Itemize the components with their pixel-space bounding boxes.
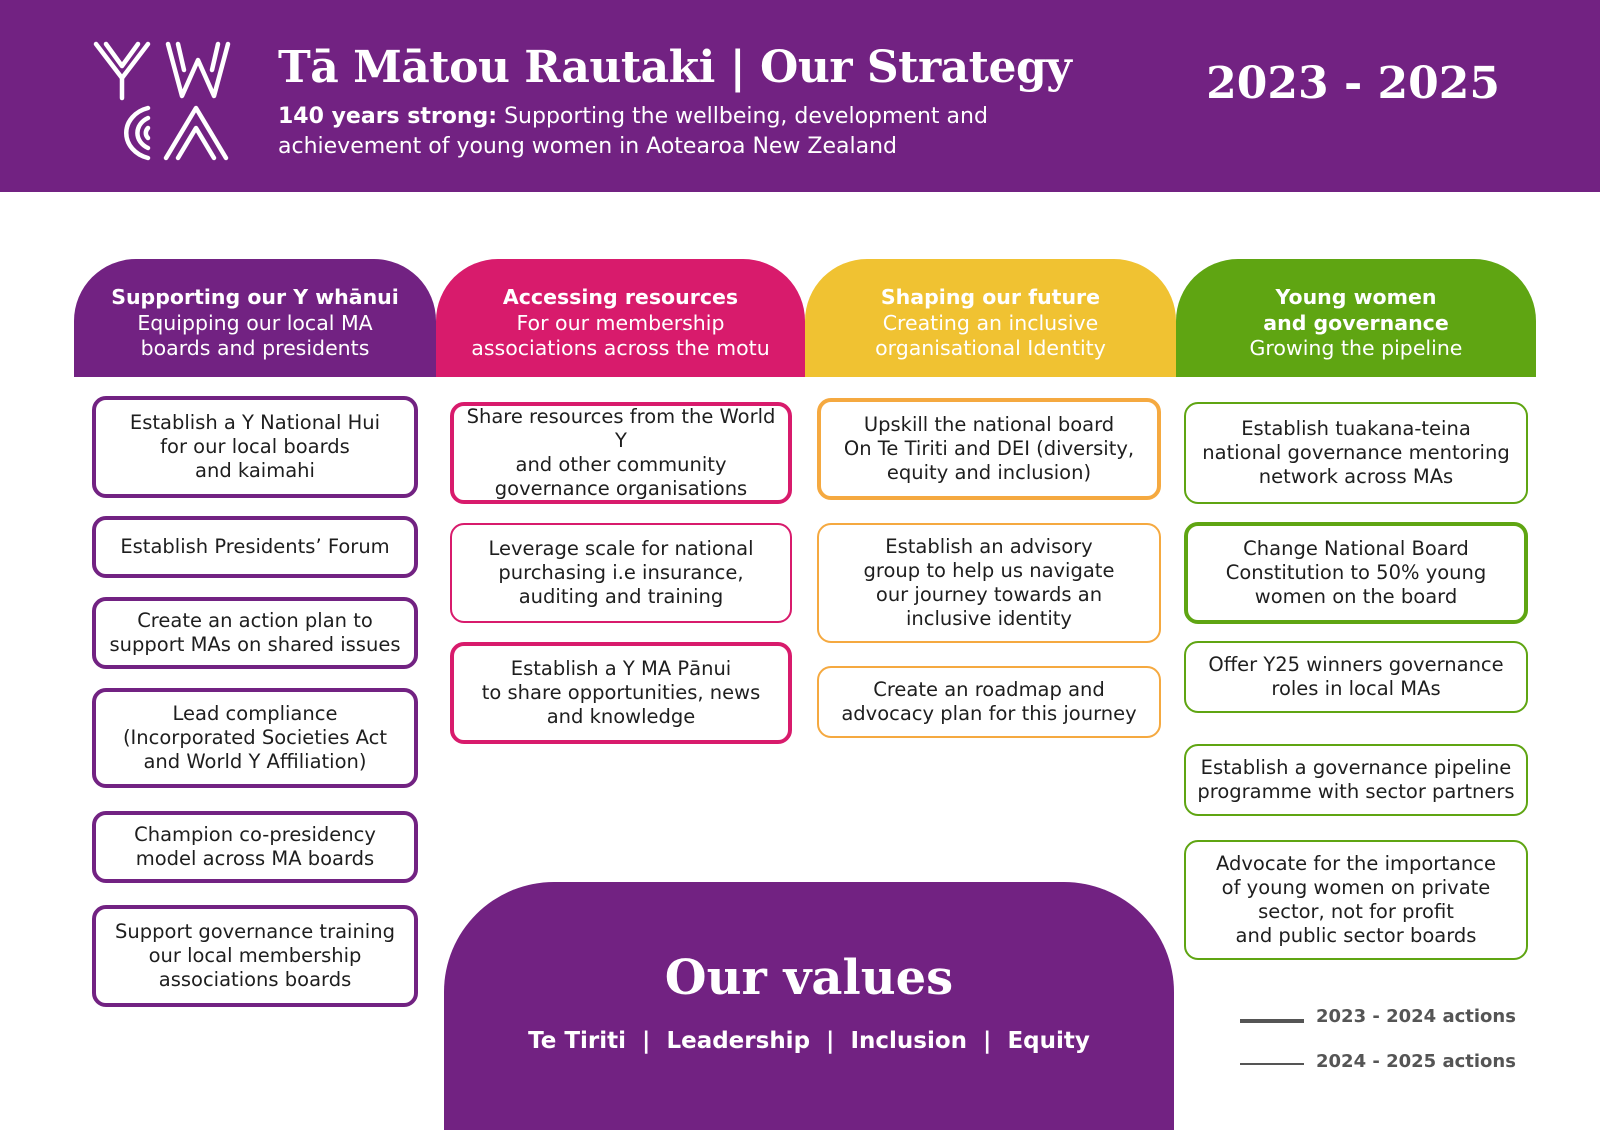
column-header-future bbox=[805, 259, 1176, 377]
action-card: Establish a governance pipeline programme with sector partners bbox=[1184, 744, 1528, 816]
action-card: Advocate for the importance of young women on private sector, not for profit and public sector boards bbox=[1184, 840, 1528, 960]
column-heading: Supporting our Y whānui bbox=[111, 285, 399, 309]
subtitle-bold: 140 years strong: bbox=[278, 104, 498, 129]
action-card: Change National Board Constitution to 50% young women on the board bbox=[1184, 522, 1528, 624]
column-subheading: Growing the pipeline bbox=[1249, 336, 1463, 360]
legend-thick-line bbox=[1240, 1019, 1304, 1023]
legend-label-2024-2025: 2024 - 2025 actions bbox=[1316, 1051, 1516, 1072]
action-card: Establish an advisory group to help us navigate our journey towards an inclusive identity bbox=[817, 523, 1161, 643]
action-card: Establish a Y National Hui for our local boards and kaimahi bbox=[92, 396, 418, 498]
values-panel bbox=[444, 882, 1174, 1130]
column-heading: Shaping our future bbox=[880, 285, 1101, 309]
column-subheading: Creating an inclusive organisational Identity bbox=[875, 310, 1106, 360]
column-subheading: Equipping our local MA boards and presidents bbox=[137, 310, 373, 360]
legend-thin-line bbox=[1240, 1063, 1304, 1065]
action-card: Leverage scale for national purchasing i.e insurance, auditing and training bbox=[450, 523, 792, 623]
action-card: Establish tuakana-teina national governance mentoring network across MAs bbox=[1184, 402, 1528, 504]
action-card: Share resources from the World Y and other community governance organisations bbox=[450, 402, 792, 504]
ywca-logo bbox=[92, 38, 232, 164]
column-header-supporting bbox=[74, 259, 436, 377]
action-card: Offer Y25 winners governance roles in local MAs bbox=[1184, 641, 1528, 713]
action-card: Establish Presidents’ Forum bbox=[92, 516, 418, 578]
values-title: Our values bbox=[664, 950, 954, 1006]
action-card: Create an roadmap and advocacy plan for this journey bbox=[817, 666, 1161, 738]
column-heading: Young women and governance bbox=[1263, 285, 1449, 335]
action-card: Create an action plan to support MAs on shared issues bbox=[92, 597, 418, 669]
strategy-years: 2023 - 2025 bbox=[1206, 58, 1500, 109]
legend-label-2023-2024: 2023 - 2024 actions bbox=[1316, 1006, 1516, 1027]
action-card: Champion co-presidency model across MA boards bbox=[92, 811, 418, 883]
column-header-resources bbox=[436, 259, 805, 377]
action-card: Establish a Y MA Pānui to share opportunities, news and knowledge bbox=[450, 642, 792, 744]
action-card: Lead compliance (Incorporated Societies Act and World Y Affiliation) bbox=[92, 688, 418, 788]
column-heading: Accessing resources bbox=[502, 285, 739, 309]
subtitle-text: Supporting the wellbeing, development and achievement of young women in Aotearoa New Zealand bbox=[278, 104, 988, 159]
column-subheading: For our membership associations across the motu bbox=[471, 310, 770, 360]
header-banner bbox=[0, 0, 1600, 192]
page-subtitle bbox=[278, 102, 1038, 162]
action-card: Support governance training our local membership associations boards bbox=[92, 905, 418, 1007]
values-list: Te Tiriti | Leadership | Inclusion | Equity bbox=[528, 1028, 1090, 1054]
column-header-governance bbox=[1176, 259, 1536, 377]
page-title: Tā Mātou Rautaki | Our Strategy bbox=[278, 42, 1072, 93]
action-card: Upskill the national board On Te Tiriti and DEI (diversity, equity and inclusion) bbox=[817, 398, 1161, 500]
